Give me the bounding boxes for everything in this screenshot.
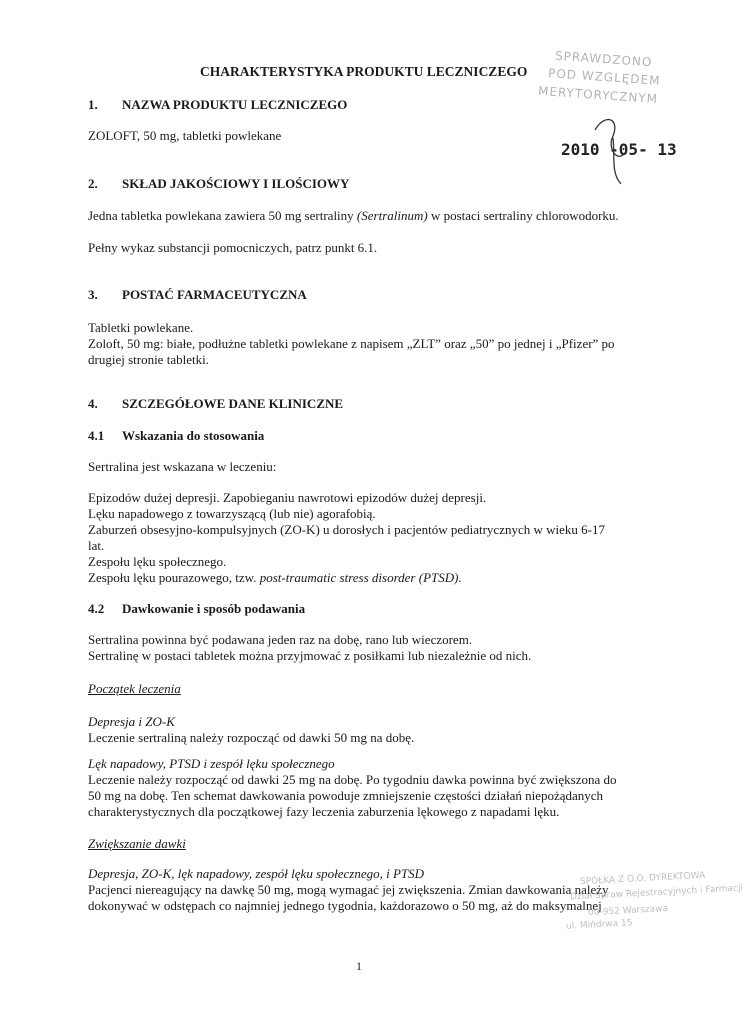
indication-line-6-b: post-traumatic stress disorder (PTSD).: [259, 570, 462, 585]
indication-line-1: Epizodów dużej depresji. Zapobieganiu nawrotowi epizodów dużej depresji.: [88, 490, 487, 505]
section-3-line-2: Zoloft, 50 mg: białe, podłużne tabletki powlekane z napisem „ZLT” oraz „50” po jednej i „Pfizer” po: [88, 336, 615, 351]
section-4-heading: [88, 396, 343, 412]
section-2-paragraph-1: [88, 208, 619, 224]
section-2-number: 2.: [88, 176, 98, 191]
company-stamp-line1: SPÓŁKA Z O.O. DYREKTOWA: [579, 870, 706, 888]
section-3-line-1: Tabletki powlekane.: [88, 320, 194, 335]
indication-line-4: lat.: [88, 538, 105, 553]
dosage-paragraph-1: Sertralina powinna być podawana jeden raz na dobę, rano lub wieczorem.: [88, 632, 473, 647]
indication-line-6-a: Zespołu lęku pourazowego, tzw.: [88, 570, 260, 585]
indication-line-3: Zaburzeń obsesyjno-kompulsyjnych (ZO-K) u dorosłych i pacjentów pediatrycznych w wieku 6-17: [88, 522, 605, 537]
date-stamp: 2010 -05- 13: [561, 140, 677, 159]
section-4-1-title: Wskazania do stosowania: [122, 428, 265, 443]
signature-mark: [585, 108, 635, 188]
increase-text-line-1: Pacjenci niereagujący na dawkę 50 mg, mogą wymagać jej zwiększenia. Zmian dawkowania należy: [88, 882, 609, 897]
dosage-paragraph-2: Sertralinę w postaci tabletek można przyjmować z posiłkami lub niezależnie od nich.: [88, 648, 532, 663]
section-4-number: 4.: [88, 396, 98, 411]
section-3-title: POSTAĆ FARMACEUTYCZNA: [122, 287, 307, 302]
section-2-heading: [88, 176, 349, 192]
start-text-panic-line-2: 50 mg na dobę. Ten schemat dawkowania powoduje zmniejszenie częstości działań niepożądanych: [88, 788, 604, 803]
section-1-title: NAZWA PRODUKTU LECZNICZEGO: [122, 97, 348, 112]
start-text-depression-ocd: Leczenie sertraliną należy rozpocząć od dawki 50 mg na dobę.: [88, 730, 415, 745]
indication-line-6: [88, 570, 462, 586]
start-text-panic-line-3: charakterystycznych dla początkowej fazy leczenia zaburzenia lękowego z napadami lęku.: [88, 804, 560, 819]
section-3-line-3: drugiej stronie tabletki.: [88, 352, 209, 367]
section-4-1-number: 4.1: [88, 428, 105, 443]
section-4-1-heading: [88, 428, 264, 444]
company-stamp-line2: Dział Spraw Rejestracyjnych i Farmacji: [569, 883, 743, 903]
increase-text-line-2: dokonywać w odstępach co najmniej jednego tygodnia, każdorazowo o 50 mg, aż do maksymalnej: [88, 898, 602, 913]
start-text-panic-line-1: Leczenie należy rozpocząć od dawki 25 mg na dobę. Po tygodniu dawka powinna być zwiększona do: [88, 772, 617, 787]
verification-stamp-line2: POD WZGLĘDEM: [547, 66, 661, 88]
verification-stamp-line3: MERYTORYCZNYM: [537, 83, 659, 107]
section-2-title: SKŁAD JAKOŚCIOWY I ILOŚCIOWY: [122, 176, 350, 191]
section-1-text: ZOLOFT, 50 mg, tabletki powlekane: [88, 128, 282, 143]
section-2-p1-c: w postaci sertraliny chlorowodorku.: [427, 208, 619, 223]
document-title: CHARAKTERYSTYKA PRODUKTU LECZNICZEGO: [200, 64, 528, 79]
subheading-depression-ocd: Depresja i ZO-K: [88, 714, 175, 729]
section-4-title: SZCZEGÓŁOWE DANE KLINICZNE: [122, 396, 344, 411]
verification-stamp-line1: SPRAWDZONO: [554, 48, 653, 70]
subheading-panic-ptsd-social: Lęk napadowy, PTSD i zespół lęku społecznego: [88, 756, 335, 771]
subheading-dose-increase: Zwiększanie dawki: [88, 836, 186, 851]
section-1-heading: [88, 97, 347, 113]
section-4-1-intro: Sertralina jest wskazana w leczeniu:: [88, 459, 277, 474]
section-2-p1-b: (Sertralinum): [356, 208, 428, 223]
section-2-paragraph-2: Pełny wykaz substancji pomocniczych, patrz punkt 6.1.: [88, 240, 378, 255]
subheading-start-of-treatment: Początek leczenia: [88, 681, 181, 696]
company-stamp-line4: ul. Mińdrwa 15: [565, 918, 633, 932]
company-stamp-line3: 00-952 Warszawa: [587, 903, 669, 919]
section-4-2-title: Dawkowanie i sposób podawania: [122, 601, 306, 616]
section-4-2-number: 4.2: [88, 601, 105, 616]
section-3-heading: [88, 287, 307, 303]
indication-line-2: Lęku napadowego z towarzyszącą (lub nie) agorafobią.: [88, 506, 376, 521]
page-number: 1: [356, 959, 362, 973]
section-2-p1-a: Jedna tabletka powlekana zawiera 50 mg sertraliny: [88, 208, 357, 223]
subheading-increase-indications: Depresja, ZO-K, lęk napadowy, zespół lęku społecznego, i PTSD: [88, 866, 425, 881]
indication-line-5: Zespołu lęku społecznego.: [88, 554, 227, 569]
section-1-number: 1.: [88, 97, 98, 112]
section-4-2-heading: [88, 601, 305, 617]
section-3-number: 3.: [88, 287, 98, 302]
